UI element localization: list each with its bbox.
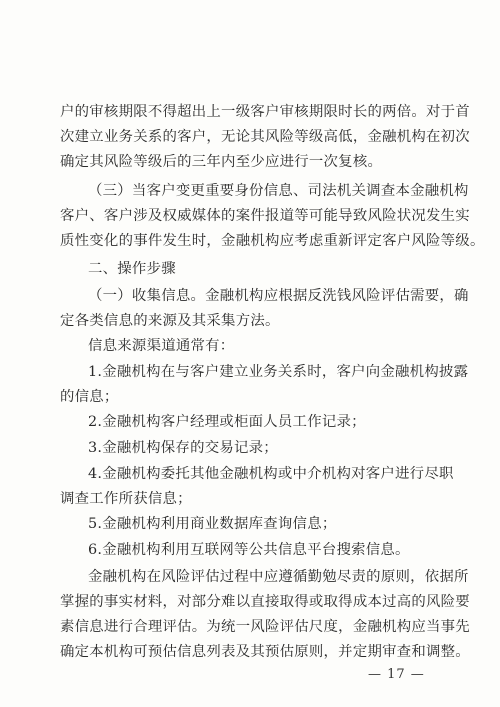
text-line: 确定本机构可预估信息列表及其预估原则，并定期审查和调整。 xyxy=(60,644,470,660)
heading-text: 二、操作步骤 xyxy=(88,261,176,277)
text-line: 定各类信息的来源及其采集方法。 xyxy=(60,313,280,329)
list-item-4 xyxy=(0,462,500,512)
text-line: 5.金融机构利用商业数据库查询信息； xyxy=(88,516,337,532)
section-heading xyxy=(0,257,500,282)
list-item-5 xyxy=(0,512,500,537)
text-line: 客户、客户涉及权威媒体的案件报道等可能导致风险状况发生实 xyxy=(60,208,470,224)
paragraph-sources-intro xyxy=(0,334,500,359)
paragraph-collect-info xyxy=(0,284,500,334)
list-item-2 xyxy=(0,410,500,435)
text-line: 4.金融机构委托其他金融机构或中介机构对客户进行尽职 xyxy=(88,466,454,482)
text-line: 金融机构在风险评估过程中应遵循勤勉尽责的原则，依据所 xyxy=(88,569,469,585)
paragraph-review-period xyxy=(0,100,500,175)
text-line: 2.金融机构客户经理或柜面人员工作记录； xyxy=(88,414,366,430)
text-line: 确定其风险等级后的三年内至少应进行一次复核。 xyxy=(60,154,383,170)
text-line: 质性变化的事件发生时，金融机构应考虑重新评定客户风险等级。 xyxy=(60,233,485,249)
text-line: 户的审核期限不得超出上一级客户审核期限时长的两倍。对于首 xyxy=(60,104,470,120)
text-line: 的信息； xyxy=(60,389,119,405)
text-line: （一）收集信息。金融机构应根据反洗钱风险评估需要，确 xyxy=(88,288,469,304)
paragraph-assessment-principle xyxy=(0,565,500,665)
paragraph-item-three xyxy=(0,179,500,254)
text-line: 调查工作所获信息； xyxy=(60,491,192,507)
text-line: 次建立业务关系的客户，无论其风险等级高低，金融机构在初次 xyxy=(60,129,470,145)
text-line: 6.金融机构利用互联网等公共信息平台搜索信息。 xyxy=(88,542,410,558)
text-line: 1.金融机构在与客户建立业务关系时，客户向金融机构披露 xyxy=(88,364,469,380)
list-item-3 xyxy=(0,436,500,461)
text-line: （三）当客户变更重要身份信息、司法机关调查本金融机构 xyxy=(88,183,469,199)
list-item-1 xyxy=(0,360,500,410)
text-line: 掌握的事实材料，对部分难以直接取得或取得成本过高的风险要 xyxy=(60,594,470,610)
text-line: 素信息进行合理评估。为统一风险评估尺度，金融机构应当事先 xyxy=(60,619,470,635)
list-item-6 xyxy=(0,538,500,563)
text-line: 信息来源渠道通常有： xyxy=(88,338,235,354)
text-line: 3.金融机构保存的交易记录； xyxy=(88,440,278,456)
page-number: — 17 — xyxy=(368,667,425,682)
